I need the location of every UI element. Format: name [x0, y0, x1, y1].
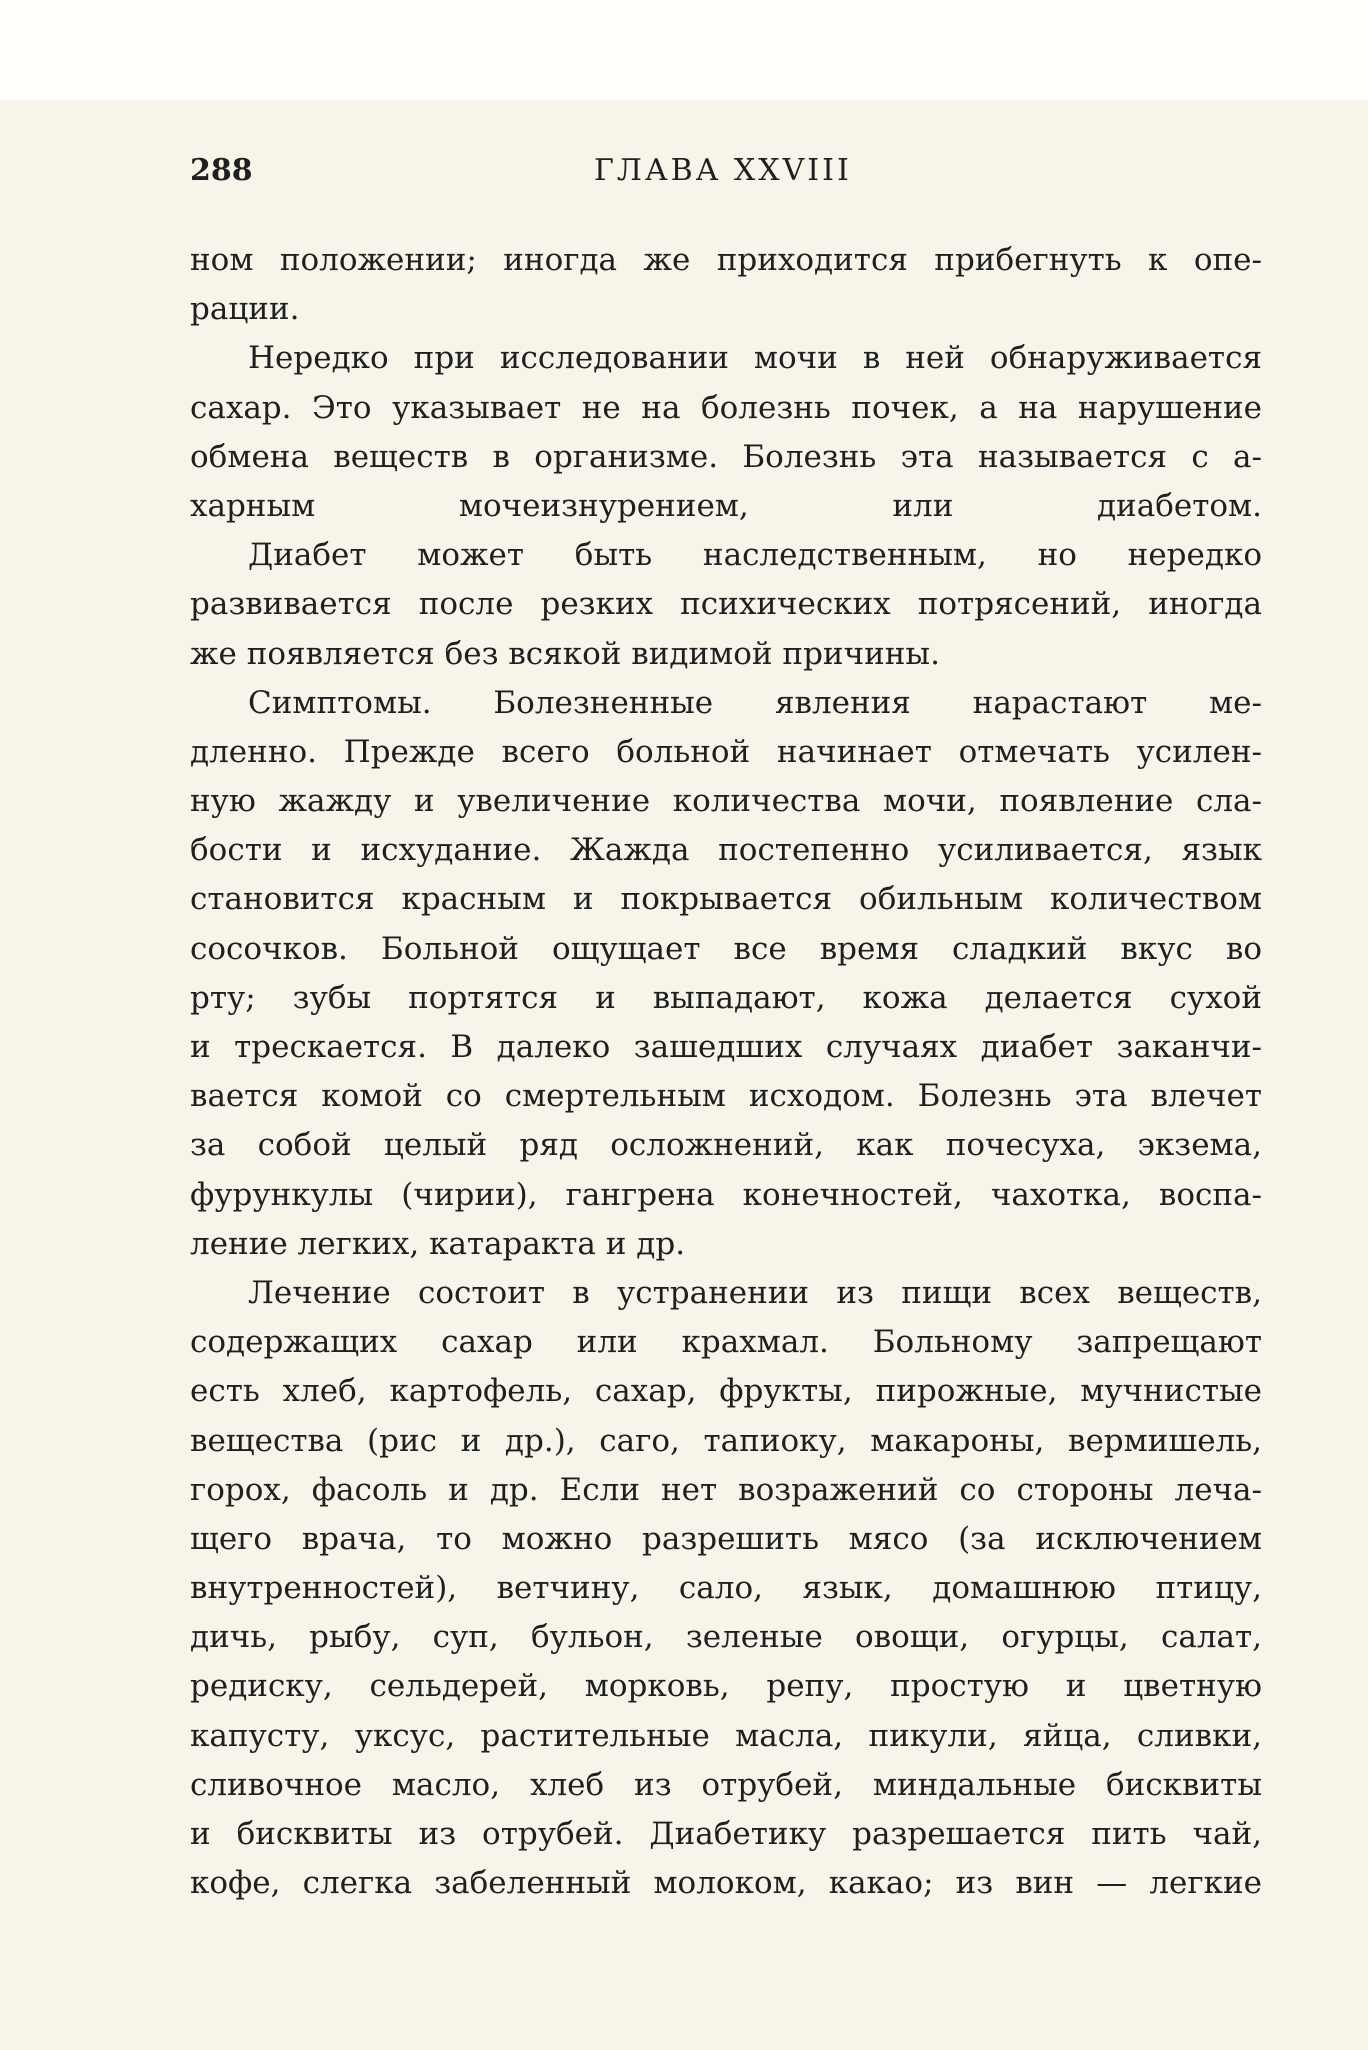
text-line: ление легких, катаракта и др.	[190, 1225, 686, 1262]
text-line: и трескается. В далеко зашедших случаях диабет заканчи-	[190, 1029, 1262, 1065]
body-text	[190, 236, 1262, 1908]
text-line: ную жажду и увеличение количества мочи, появление сла-	[190, 783, 1262, 820]
text-line: сосочков. Больной ощущает все время сладкий вкус во	[190, 930, 1262, 967]
text-line: развивается после резких психических потрясений, иногда	[190, 586, 1262, 623]
text-line: ном положении; иногда же приходится прибегнуть к опе-	[190, 242, 1262, 278]
text-line: Лечение состоит в устранении из пищи всех веществ,	[248, 1274, 1262, 1311]
text-line: за собой целый ряд осложнений, как почесуха, экзема,	[190, 1127, 1262, 1164]
text-line: кофе, слегка забеленный молоком, какао; из вин — легкие	[190, 1865, 1262, 1902]
text-line: бости и исхудание. Жажда постепенно усиливается, язык	[190, 832, 1262, 869]
text-line: Нередко при исследовании мочи в ней обнаруживается	[248, 340, 1262, 377]
text-line: есть хлеб, картофель, сахар, фрукты, пирожные, мучнистые	[190, 1373, 1262, 1410]
text-line: сливочное масло, хлеб из отрубей, миндальные бисквиты	[190, 1766, 1262, 1803]
text-line: капусту, уксус, растительные масла, пикули, яйца, сливки,	[190, 1717, 1262, 1754]
text-line: горох, фасоль и др. Если нет возражений со стороны леча-	[190, 1471, 1262, 1508]
text-line: обмена веществ в организме. Болезнь эта называется с а-	[190, 438, 1262, 475]
text-line: рации.	[190, 291, 300, 328]
page-number: 288	[190, 153, 253, 188]
text-line: внутренностей), ветчину, сало, язык, домашнюю птицу,	[190, 1570, 1262, 1607]
text-line: содержащих сахар или крахмал. Больному запрещают	[190, 1324, 1262, 1361]
text-line: редиску, сельдерей, морковь, репу, простую и цветную	[190, 1668, 1262, 1705]
running-head	[190, 153, 1262, 193]
text-line: дичь, рыбу, суп, бульон, зеленые овощи, огурцы, салат,	[190, 1619, 1262, 1656]
text-line: рту; зубы портятся и выпадают, кожа делается сухой	[190, 979, 1262, 1016]
text-line: становится красным и покрывается обильным количеством	[190, 881, 1262, 918]
text-line: вещества (рис и др.), саго, тапиоку, макароны, вермишель,	[190, 1422, 1262, 1459]
text-line: Симптомы. Болезненные явления нарастают ме-	[248, 684, 1262, 721]
text-line: же появляется без всякой видимой причины.	[190, 635, 940, 672]
text-line: дленно. Прежде всего больной начинает отмечать усилен-	[190, 733, 1262, 770]
text-line: щего врача, то можно разрешить мясо (за исключением	[190, 1520, 1262, 1557]
text-line: и бисквиты из отрубей. Диабетику разрешается пить чай,	[190, 1816, 1262, 1852]
chapter-title: ГЛАВА XXVIII	[594, 153, 852, 188]
text-line: вается комой со смертельным исходом. Болезнь эта влечет	[190, 1078, 1262, 1115]
text-line: фурункулы (чирии), гангрена конечностей, чахотка, воспа-	[190, 1176, 1262, 1213]
text-line: харным мочеизнурением, или диабетом.	[190, 487, 1262, 524]
text-line: сахар. Это указывает не на болезнь почек, а на нарушение	[190, 389, 1262, 426]
text-line: Диабет может быть наследственным, но нередко	[248, 537, 1262, 574]
